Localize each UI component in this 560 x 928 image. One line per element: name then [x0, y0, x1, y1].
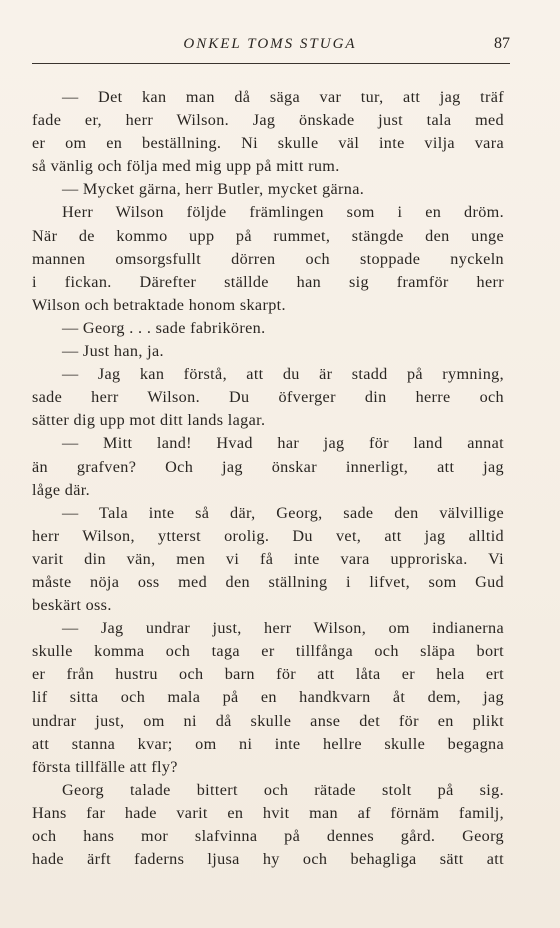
- page-header: [30, 36, 510, 60]
- text-line: — Jag undrar just, herr Wilson, om indianerna: [62, 619, 504, 638]
- text-line: första tillfälle att fly?: [32, 757, 178, 776]
- text-line: — Just han, ja.: [62, 342, 164, 361]
- text-line: undrar just, om ni då skulle anse det för en plikt: [32, 711, 504, 730]
- running-title: ONKEL TOMS STUGA: [183, 36, 357, 52]
- text-line: — Mycket gärna, herr Butler, mycket gärna.: [62, 180, 365, 199]
- text-line: varit din vän, men vi få inte vara upproriska. Vi: [32, 549, 504, 568]
- text-line: sade herr Wilson. Du öfverger din herre och: [32, 388, 504, 407]
- text-line: er från hustru och barn för att låta er hela ert: [32, 665, 504, 684]
- text-line: herr Wilson, ytterst orolig. Du vet, att jag alltid: [32, 526, 504, 545]
- body-text: [32, 86, 504, 871]
- text-line: — Jag kan förstå, att du är stadd på rymning,: [62, 365, 504, 384]
- header-rule: [32, 63, 510, 64]
- text-line: fade er, herr Wilson. Jag önskade just tala med: [32, 111, 504, 130]
- text-line: — Mitt land! Hvad har jag för land annat: [62, 434, 504, 453]
- text-line: hade ärft faderns ljusa hy och behagliga sätt att: [32, 850, 504, 869]
- text-line: Hans far hade varit en hvit man af förnäm familj,: [32, 803, 504, 822]
- text-line: — Tala inte så där, Georg, sade den välvillige: [62, 503, 504, 522]
- text-line: Wilson och betraktade honom skarpt.: [32, 295, 286, 314]
- text-line: lif sitta och mala på en handkvarn åt dem, jag: [32, 688, 504, 707]
- text-line: och hans mor slafvinna på dennes gård. Georg: [32, 827, 504, 845]
- text-line: er om en beställning. Ni skulle väl inte vilja vara: [32, 134, 504, 153]
- text-line: att stanna kvar; om ni inte hellre skulle begagna: [32, 734, 504, 753]
- text-line: — Georg . . . sade fabrikören.: [62, 318, 266, 337]
- text-line: så vänlig och följa med mig upp på mitt rum.: [32, 157, 340, 176]
- text-line: sätter dig upp mot ditt lands lagar.: [32, 411, 266, 430]
- text-line: skulle komma och taga er tillfånga och släpa bort: [32, 642, 504, 661]
- text-line: mannen omsorgsfullt dörren och stoppade nyckeln: [32, 249, 504, 268]
- text-line: När de kommo upp på rummet, stängde den unge: [32, 226, 504, 245]
- text-line: Georg talade bittert och rätade stolt på sig.: [62, 780, 504, 799]
- text-line: låge där.: [32, 480, 90, 499]
- page-number: 87: [494, 35, 510, 52]
- text-line: än grafven? Och jag önskar innerligt, att jag: [32, 457, 504, 476]
- text-line: i fickan. Därefter ställde han sig framför herr: [32, 272, 504, 291]
- text-line: Herr Wilson följde främlingen som i en dröm.: [62, 203, 504, 222]
- text-line: beskärt oss.: [32, 596, 112, 615]
- text-line: — Det kan man då säga var tur, att jag träf: [62, 88, 504, 106]
- text-line: måste nöja oss med den ställning i lifvet, som Gud: [32, 572, 504, 591]
